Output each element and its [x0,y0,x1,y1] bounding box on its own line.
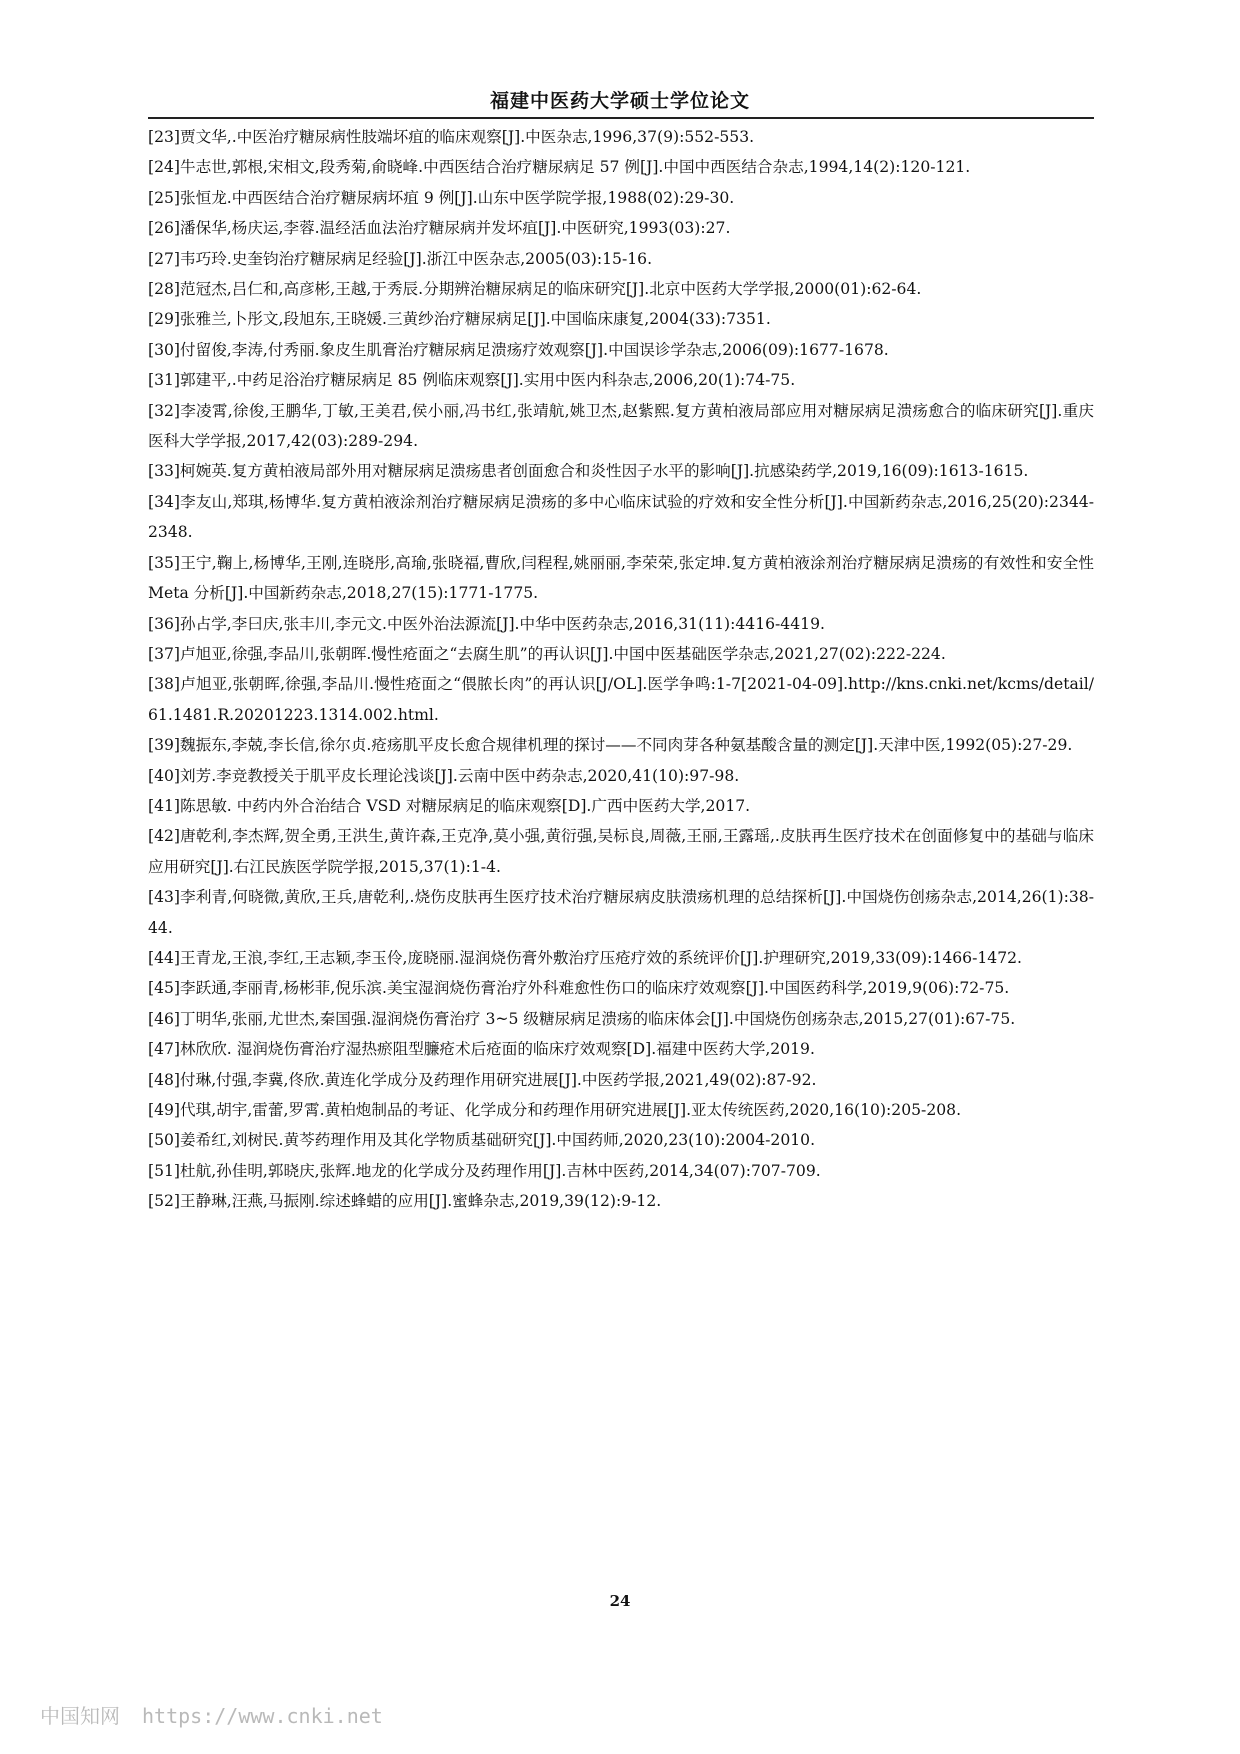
reference-item: [37]卢旭亚,徐强,李品川,张朝晖.慢性疮面之“去腐生肌”的再认识[J].中国中医基础医学杂志,2021,27(02):222-224. [148,644,946,663]
reference-item: [35]王宁,鞠上,杨博华,王刚,连晓彤,高瑜,张晓福,曹欣,闫程程,姚丽丽,李荣荣,张定坤.复方黄柏液涂剂治疗糖尿病足溃疡的有效性和安全性 Meta 分析[J].中国新药杂志,2018,27(15):1771-1775. [148,553,1094,603]
reference-item: [31]郭建平,.中药足浴治疗糖尿病足 85 例临床观察[J].实用中医内科杂志,2006,20(1):74-75. [148,371,796,390]
reference-item: [42]唐乾利,李杰辉,贺全勇,王洪生,黄许森,王克净,莫小强,黄衍强,吴标良,周薇,王丽,王露瑶,.皮肤再生医疗技术在创面修复中的基础与临床应用研究[J].右江民族医学院学报,2015,37(1):1-4. [148,827,1094,876]
reference-item: [49]代琪,胡宇,雷蕾,罗霄.黄柏炮制品的考证、化学成分和药理作用研究进展[J].亚太传统医药,2020,16(10):205-208. [148,1101,962,1119]
reference-item: [26]潘保华,杨庆运,李蓉.温经活血法治疗糖尿病并发坏疽[J].中医研究,1993(03):27. [148,219,731,238]
reference-item: [48]付琳,付强,李冀,佟欣.黄连化学成分及药理作用研究进展[J].中医药学报,2021,49(02):87-92. [148,1070,817,1089]
reference-item: [36]孙占学,李曰庆,张丰川,李元文.中医外治法源流[J].中华中医药杂志,2016,31(11):4416-4419. [148,614,825,633]
reference-item: [27]韦巧玲.史奎钧治疗糖尿病足经验[J].浙江中医杂志,2005(03):15-16. [148,249,653,268]
reference-item: [38]卢旭亚,张朝晖,徐强,李品川.慢性疮面之“偎脓长肉”的再认识[J/OL].医学争鸣:1-7[2021-04-09].http://kns.cnki.net/kcms/detail/61.1481.R.20201223.1314.002.html. [148,675,1094,724]
reference-item: [39]魏振东,李兢,李长信,徐尔贞.疮疡肌平皮长愈合规律机理的探讨——不同肉芽各种氨基酸含量的测定[J].天津中医,1992(05):27-29. [148,736,1073,755]
cnki-watermark [40,1700,383,1729]
reference-item: [41]陈思敏. 中药内外合治结合 VSD 对糖尿病足的临床观察[D].广西中医药大学,2017. [148,796,751,815]
reference-item: [32]李凌霄,徐俊,王鹏华,丁敏,王美君,侯小丽,冯书红,张靖航,姚卫杰,赵紫熙.复方黄柏液局部应用对糖尿病足溃疡愈合的临床研究[J].重庆医科大学学报,2017,42(03):289-294. [148,401,1094,451]
thesis-header-title: 福建中医药大学硕士学位论文 [489,90,750,112]
reference-item: [29]张雅兰,卜彤文,段旭东,王晓媛.三黄纱治疗糖尿病足[J].中国临床康复,2004(33):7351. [148,310,771,329]
reference-item: [34]李友山,郑琪,杨博华.复方黄柏液涂剂治疗糖尿病足溃疡的多中心临床试验的疗效和安全性分析[J].中国新药杂志,2016,25(20):2344-2348. [148,492,1094,542]
reference-item: [45]李跃通,李丽青,杨彬菲,倪乐滨.美宝湿润烧伤膏治疗外科难愈性伤口的临床疗效观察[J].中国医药科学,2019,9(06):72-75. [148,979,1010,998]
reference-item: [44]王青龙,王浪,李红,王志颖,李玉伶,庞晓丽.湿润烧伤膏外敷治疗压疮疗效的系统评价[J].护理研究,2019,33(09):1466-1472. [148,948,1022,967]
cnki-logo-text: 中国知网 [40,1704,120,1728]
reference-list [148,122,1094,1217]
reference-item: [50]姜希红,刘树民.黄芩药理作用及其化学物质基础研究[J].中国药师,2020,23(10):2004-2010. [148,1131,816,1150]
reference-item: [46]丁明华,张丽,尤世杰,秦国强.湿润烧伤膏治疗 3~5 级糖尿病足溃疡的临床体会[J].中国烧伤创疡杂志,2015,27(01):67-75. [148,1009,1016,1028]
reference-item: [47]林欣欣. 湿润烧伤膏治疗湿热瘀阻型臁疮术后疮面的临床疗效观察[D].福建中医药大学,2019. [148,1040,815,1059]
reference-item: [23]贾文华,.中医治疗糖尿病性肢端坏疽的临床观察[J].中医杂志,1996,37(9):552-553. [148,128,755,146]
reference-item: [33]柯婉英.复方黄柏液局部外用对糖尿病足溃疡患者创面愈合和炎性因子水平的影响[J].抗感染药学,2019,16(09):1613-1615. [148,462,1029,481]
reference-item: [43]李利青,何晓微,黄欣,王兵,唐乾利,.烧伤皮肤再生医疗技术治疗糖尿病皮肤溃疡机理的总结探析[J].中国烧伤创疡杂志,2014,26(1):38-44. [148,888,1094,937]
reference-item: [52]王静琳,汪燕,马振刚.综述蜂蜡的应用[J].蜜蜂杂志,2019,39(12):9-12. [148,1192,662,1211]
reference-item: [28]范冠杰,吕仁和,高彦彬,王越,于秀辰.分期辨治糖尿病足的临床研究[J].北京中医药大学学报,2000(01):62-64. [148,280,922,299]
reference-item: [30]付留俊,李涛,付秀丽.象皮生肌膏治疗糖尿病足溃疡疗效观察[J].中国误诊学杂志,2006(09):1677-1678. [148,340,889,359]
cnki-url: https://www.cnki.net [142,1704,383,1728]
reference-item: [24]牛志世,郭根,宋相文,段秀菊,俞晓峰.中西医结合治疗糖尿病足 57 例[J].中国中西医结合杂志,1994,14(2):120-121. [148,158,971,177]
reference-item: [25]张恒龙.中西医结合治疗糖尿病坏疽 9 例[J].山东中医学院学报,1988(02):29-30. [148,188,735,207]
reference-item: [40]刘芳.李竞教授关于肌平皮长理论浅谈[J].云南中医中药杂志,2020,41(10):97-98. [148,766,740,785]
header-divider [148,117,1094,119]
page-number: 24 [609,1592,631,1610]
reference-item: [51]杜航,孙佳明,郭晓庆,张辉.地龙的化学成分及药理作用[J].吉林中医药,2014,34(07):707-709. [148,1161,821,1180]
